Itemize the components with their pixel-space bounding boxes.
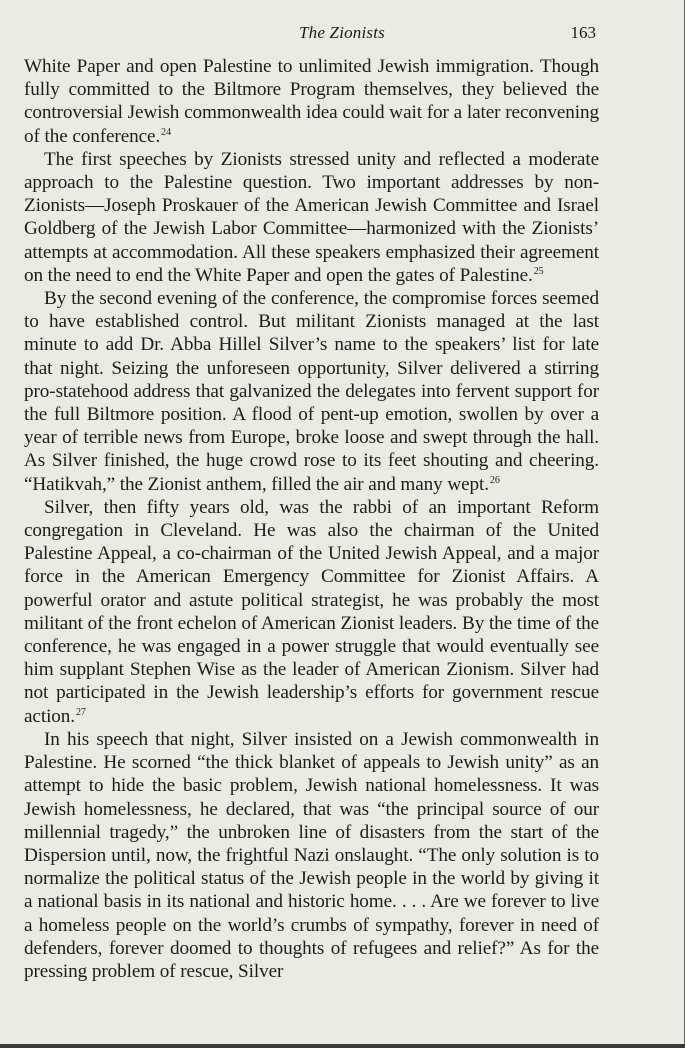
paragraph <box>24 496 599 728</box>
footnote-marker: 26 <box>489 474 500 486</box>
running-head <box>0 23 684 47</box>
paragraph-text: In his speech that night, Silver insisted on a Jewish commonwealth in Palestine. He scorned “the thick blanket of appeals to Jewish unity” as an attempt to hide the basic problem, Jewish national homelessness. It was Jewish homelessness, he declared, that was “the principal source of our millennial tragedy,” the unbroken line of disasters from the start of the Dispersion until, now, the frightful Nazi onslaught. “The only solution is to normalize the political status of the Jewish people in the world by giving it a national basis in its national and historic home. . . . Are we forever to live a homeless people on the world’s crumbs of sympathy, forever in need of defenders, forever doomed to thoughts of refugees and relief?” As for the pressing problem of rescue, Silver <box>24 728 599 982</box>
page-edge-bottom <box>0 1044 685 1048</box>
paragraph-text: Silver, then fifty years old, was the rabbi of an important Reform congregation in Cleveland. He was also the chairman of the United Palestine Appeal, a co-chairman of the United Jewish Appeal, and a major force in the American Emergency Committee for Zionist Affairs. A powerful orator and astute political strategist, he was probably the most militant of the front echelon of American Zionist leaders. By the time of the conference, he was engaged in a power struggle that would eventually see him supplant Stephen Wise as the leader of American Zionism. Silver had not participated in the Jewish leadership’s efforts for government rescue action. <box>24 496 599 727</box>
paragraph-text: By the second evening of the conference, the compromise forces seemed to have established control. But militant Zionists managed at the last minute to add Dr. Abba Hillel Silver’s name to the speakers’ list for late that night. Seizing the unforeseen opportunity, Silver delivered a stirring pro-statehood address that galvanized the delegates into fervent support for the full Biltmore position. A flood of pent-up emotion, swollen by over a year of terrible news from Europe, broke loose and swept through the hall. As Silver finished, the huge crowd rose to its feet shouting and cheering. “Hatikvah,” the Zionist anthem, filled the air and many wept. <box>24 288 599 495</box>
page-number: 163 <box>570 23 596 42</box>
footnote-marker: 25 <box>533 265 544 277</box>
running-title: The Zionists <box>298 23 385 42</box>
footnote-marker: 24 <box>161 126 171 138</box>
paragraph <box>24 287 599 496</box>
paragraph-text: The first speeches by Zionists stressed unity and reflected a moderate approach to the Palestine question. Two important addresses by non-Zionists—Joseph Proskauer of the American Jewish Committee and Israel Goldberg of the Jewish Labor Committee—harmonized with the Zionists’ attempts at accommodation. All these speakers emphasized their agreement on the need to end the White Paper and open the gates of Palestine. <box>24 148 599 286</box>
paragraph <box>24 148 599 287</box>
paragraph <box>24 55 599 148</box>
body-text <box>24 55 599 983</box>
paragraph-text: White Paper and open Palestine to unlimited Jewish immigration. Though fully committed to the Biltmore Program themselves, they believed the controversial Jewish commonwealth idea could wait for a later reconvening of the conference. <box>24 56 599 147</box>
paragraph <box>24 728 599 983</box>
footnote-marker: 27 <box>75 706 86 718</box>
